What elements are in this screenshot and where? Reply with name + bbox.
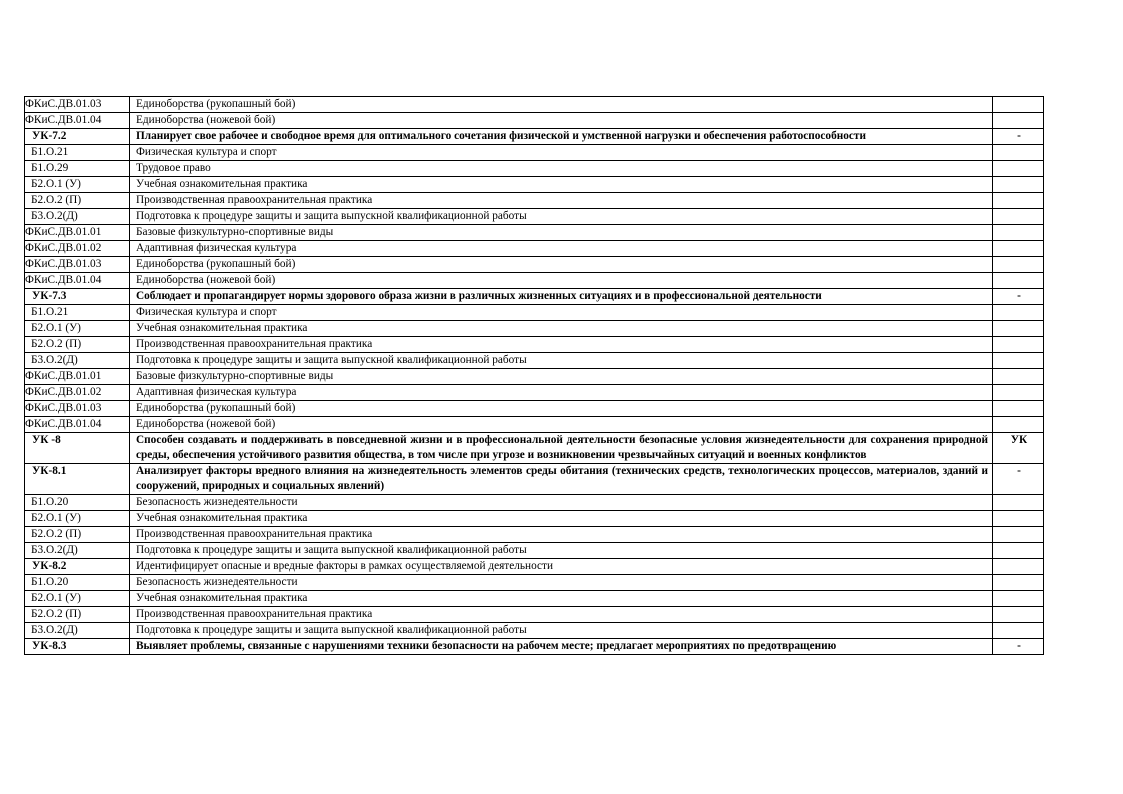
row-mark	[993, 369, 1044, 385]
row-description: Единоборства (рукопашный бой)	[130, 257, 993, 273]
row-code: УК-7.2	[25, 129, 130, 145]
row-code: Б3.О.2(Д)	[25, 353, 130, 369]
row-description: Единоборства (ножевой бой)	[130, 113, 993, 129]
row-mark	[993, 161, 1044, 177]
row-code: Б3.О.2(Д)	[25, 209, 130, 225]
row-description: Подготовка к процедуре защиты и защита выпускной квалификационной работы	[130, 623, 993, 639]
row-description: Подготовка к процедуре защиты и защита выпускной квалификационной работы	[130, 209, 993, 225]
row-mark	[993, 145, 1044, 161]
discipline-row	[25, 369, 1044, 385]
discipline-row	[25, 113, 1044, 129]
row-code: Б2.О.2 (П)	[25, 527, 130, 543]
row-code: Б2.О.1 (У)	[25, 177, 130, 193]
row-code: ФКиС.ДВ.01.04	[25, 113, 130, 129]
row-description: Анализирует факторы вредного влияния на жизнедеятельность элементов среды обитания (технических средств, технологических процессов, материалов, зданий и сооружений, природных и социальных явлений)	[130, 464, 993, 495]
discipline-row	[25, 193, 1044, 209]
row-description: Учебная ознакомительная практика	[130, 177, 993, 193]
row-mark	[993, 305, 1044, 321]
row-mark	[993, 401, 1044, 417]
row-description: Единоборства (ножевой бой)	[130, 273, 993, 289]
row-description: Безопасность жизнедеятельности	[130, 495, 993, 511]
discipline-row	[25, 385, 1044, 401]
row-code: Б2.О.1 (У)	[25, 591, 130, 607]
row-description: Соблюдает и пропагандирует нормы здорового образа жизни в различных жизненных ситуациях и в профессиональной деятельности	[130, 289, 993, 305]
row-code: УК -8	[25, 433, 130, 464]
row-mark	[993, 113, 1044, 129]
row-code: УК-8.2	[25, 559, 130, 575]
row-code: Б2.О.2 (П)	[25, 337, 130, 353]
row-description: Базовые физкультурно-спортивные виды	[130, 369, 993, 385]
row-mark	[993, 385, 1044, 401]
row-mark	[993, 607, 1044, 623]
discipline-row	[25, 401, 1044, 417]
row-code: ФКиС.ДВ.01.01	[25, 369, 130, 385]
row-mark	[993, 527, 1044, 543]
row-description: Адаптивная физическая культура	[130, 385, 993, 401]
row-description: Подготовка к процедуре защиты и защита выпускной квалификационной работы	[130, 353, 993, 369]
row-mark	[993, 495, 1044, 511]
discipline-row	[25, 145, 1044, 161]
row-code: Б1.О.21	[25, 145, 130, 161]
row-code: ФКиС.ДВ.01.03	[25, 97, 130, 113]
row-description: Базовые физкультурно-спортивные виды	[130, 225, 993, 241]
discipline-row	[25, 353, 1044, 369]
discipline-row	[25, 209, 1044, 225]
discipline-row	[25, 177, 1044, 193]
row-mark	[993, 575, 1044, 591]
row-mark: -	[993, 464, 1044, 495]
row-mark	[993, 241, 1044, 257]
row-description: Производственная правоохранительная практика	[130, 193, 993, 209]
row-description: Учебная ознакомительная практика	[130, 511, 993, 527]
row-description: Производственная правоохранительная практика	[130, 527, 993, 543]
row-mark	[993, 273, 1044, 289]
row-code: Б2.О.2 (П)	[25, 193, 130, 209]
row-description: Трудовое право	[130, 161, 993, 177]
row-mark: -	[993, 129, 1044, 145]
row-code: ФКиС.ДВ.01.02	[25, 241, 130, 257]
row-code: Б1.О.21	[25, 305, 130, 321]
row-description: Физическая культура и спорт	[130, 145, 993, 161]
row-description: Подготовка к процедуре защиты и защита выпускной квалификационной работы	[130, 543, 993, 559]
row-code: ФКиС.ДВ.01.04	[25, 417, 130, 433]
discipline-row	[25, 305, 1044, 321]
row-code: Б2.О.1 (У)	[25, 321, 130, 337]
row-mark	[993, 591, 1044, 607]
discipline-row	[25, 495, 1044, 511]
competency-indicator-row	[25, 129, 1044, 145]
discipline-row	[25, 417, 1044, 433]
discipline-row	[25, 337, 1044, 353]
row-mark	[993, 177, 1044, 193]
row-code: ФКиС.ДВ.01.03	[25, 257, 130, 273]
row-description: Учебная ознакомительная практика	[130, 321, 993, 337]
row-code: ФКиС.ДВ.01.04	[25, 273, 130, 289]
discipline-row	[25, 559, 1044, 575]
competency-indicator-row	[25, 639, 1044, 655]
row-mark	[993, 209, 1044, 225]
discipline-row	[25, 623, 1044, 639]
row-mark	[993, 543, 1044, 559]
competency-indicator-row	[25, 464, 1044, 495]
row-mark	[993, 97, 1044, 113]
discipline-row	[25, 97, 1044, 113]
discipline-row	[25, 607, 1044, 623]
row-code: Б1.О.20	[25, 495, 130, 511]
discipline-row	[25, 575, 1044, 591]
row-description: Способен создавать и поддерживать в повседневной жизни и в профессиональной деятельности безопасные условия жизнедеятельности для сохранения природной среды, обеспечения устойчивого развития общества, в том числе при угрозе и возникновении чрезвычайных ситуаций и военных конфликтов	[130, 433, 993, 464]
row-mark	[993, 623, 1044, 639]
row-code: Б3.О.2(Д)	[25, 543, 130, 559]
discipline-row	[25, 257, 1044, 273]
row-mark: -	[993, 289, 1044, 305]
row-code: УК-7.3	[25, 289, 130, 305]
discipline-row	[25, 321, 1044, 337]
row-mark	[993, 559, 1044, 575]
row-description: Идентифицирует опасные и вредные факторы в рамках осуществляемой деятельности	[130, 559, 993, 575]
row-code: Б2.О.2 (П)	[25, 607, 130, 623]
row-mark	[993, 257, 1044, 273]
row-description: Единоборства (рукопашный бой)	[130, 97, 993, 113]
row-code: УК-8.1	[25, 464, 130, 495]
row-mark	[993, 511, 1044, 527]
row-mark	[993, 417, 1044, 433]
row-description: Планирует свое рабочее и свободное время для оптимального сочетания физической и умственной нагрузки и обеспечения работоспособности	[130, 129, 993, 145]
row-mark	[993, 225, 1044, 241]
row-mark	[993, 353, 1044, 369]
competency-table-body	[25, 97, 1044, 655]
discipline-row	[25, 241, 1044, 257]
row-description: Адаптивная физическая культура	[130, 241, 993, 257]
discipline-row	[25, 161, 1044, 177]
row-description: Единоборства (ножевой бой)	[130, 417, 993, 433]
discipline-row	[25, 527, 1044, 543]
row-code: ФКиС.ДВ.01.01	[25, 225, 130, 241]
row-code: УК-8.3	[25, 639, 130, 655]
row-code: Б3.О.2(Д)	[25, 623, 130, 639]
discipline-row	[25, 225, 1044, 241]
row-description: Единоборства (рукопашный бой)	[130, 401, 993, 417]
row-code: ФКиС.ДВ.01.03	[25, 401, 130, 417]
row-description: Выявляет проблемы, связанные с нарушениями техники безопасности на рабочем месте; предлагает мероприятиях по предотвращению	[130, 639, 993, 655]
row-mark	[993, 321, 1044, 337]
row-description: Учебная ознакомительная практика	[130, 591, 993, 607]
row-mark: УК	[993, 433, 1044, 464]
discipline-row	[25, 543, 1044, 559]
row-code: ФКиС.ДВ.01.02	[25, 385, 130, 401]
row-description: Физическая культура и спорт	[130, 305, 993, 321]
discipline-row	[25, 591, 1044, 607]
row-description: Производственная правоохранительная практика	[130, 337, 993, 353]
row-description: Безопасность жизнедеятельности	[130, 575, 993, 591]
row-mark	[993, 193, 1044, 209]
competency-table	[24, 96, 1044, 655]
row-code: Б1.О.20	[25, 575, 130, 591]
row-mark	[993, 337, 1044, 353]
row-mark: -	[993, 639, 1044, 655]
discipline-row	[25, 511, 1044, 527]
row-code: Б2.О.1 (У)	[25, 511, 130, 527]
discipline-row	[25, 273, 1044, 289]
competency-indicator-row	[25, 289, 1044, 305]
row-code: Б1.О.29	[25, 161, 130, 177]
competency-indicator-row	[25, 433, 1044, 464]
row-description: Производственная правоохранительная практика	[130, 607, 993, 623]
